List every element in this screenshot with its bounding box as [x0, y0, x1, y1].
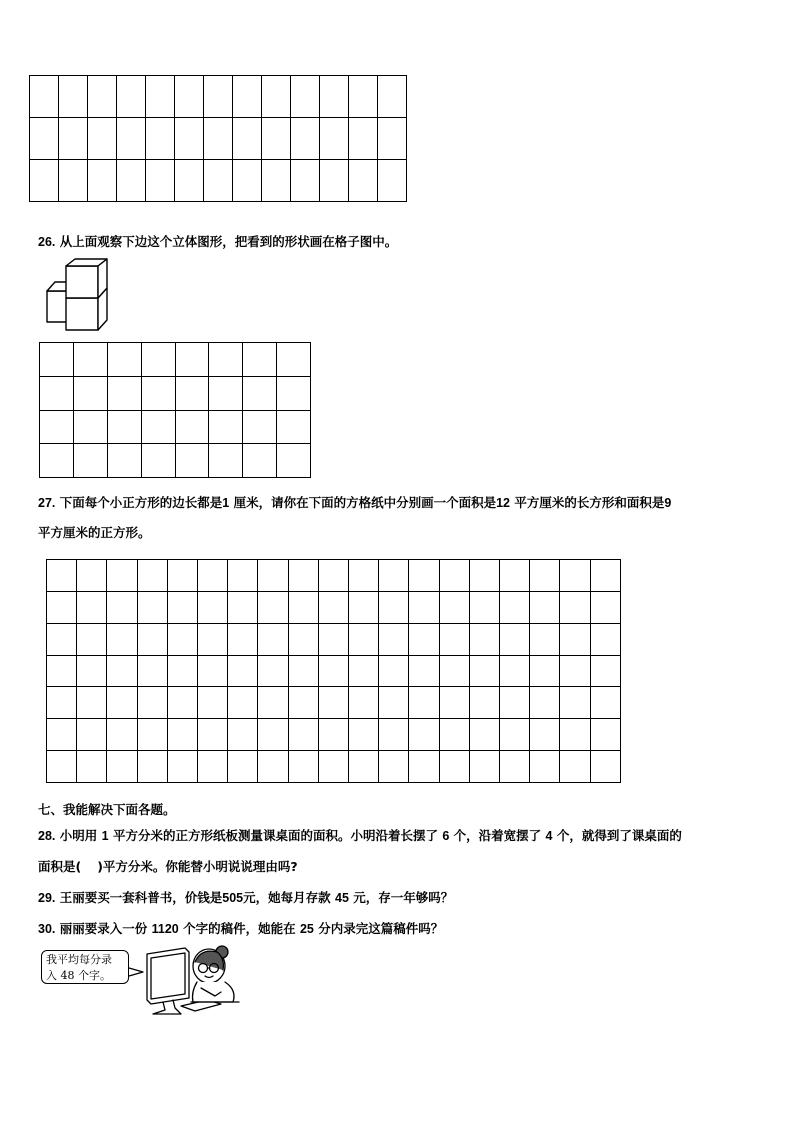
question-text: 从上面观察下边这个立体图形，把看到的形状画在格子图中。: [59, 234, 398, 249]
grid-cell[interactable]: [141, 444, 175, 478]
grid-cell[interactable]: [349, 76, 378, 118]
grid-cell[interactable]: [77, 687, 107, 719]
grid-cell[interactable]: [258, 751, 288, 783]
grid-cell[interactable]: [47, 719, 77, 751]
grid-row: [40, 343, 311, 377]
grid-cell[interactable]: [107, 444, 141, 478]
grid-cell[interactable]: [288, 623, 318, 655]
grid-cell[interactable]: [243, 444, 277, 478]
grid-cell[interactable]: [590, 751, 620, 783]
grid-cell[interactable]: [243, 343, 277, 377]
grid-cell[interactable]: [590, 591, 620, 623]
grid-cell[interactable]: [258, 623, 288, 655]
grid-cell[interactable]: [469, 751, 499, 783]
question-number: 28.: [38, 829, 56, 843]
value: 6: [442, 829, 450, 843]
grid-cell[interactable]: [209, 343, 243, 377]
grid-cell[interactable]: [198, 591, 228, 623]
grid-cell[interactable]: [233, 76, 262, 118]
grid-cell[interactable]: [530, 591, 560, 623]
grid-cell[interactable]: [378, 76, 407, 118]
cube-face: [66, 298, 98, 330]
grid-cell[interactable]: [262, 76, 291, 118]
grid-cell[interactable]: [167, 719, 197, 751]
grid-row: [40, 410, 311, 444]
grid-cell[interactable]: [175, 118, 204, 160]
grid-cell[interactable]: [500, 623, 530, 655]
grid-cell[interactable]: [590, 655, 620, 687]
grid-cell[interactable]: [228, 623, 258, 655]
grid-cell[interactable]: [409, 687, 439, 719]
grid-cell[interactable]: [560, 655, 590, 687]
grid-cell[interactable]: [59, 160, 88, 202]
question-27-line2: [38, 523, 151, 541]
grid-cell[interactable]: [30, 76, 59, 118]
grid-cell[interactable]: [349, 623, 379, 655]
grid-cell[interactable]: [500, 751, 530, 783]
grid-cell[interactable]: [288, 719, 318, 751]
grid-cell[interactable]: [233, 118, 262, 160]
grid-row: [30, 118, 407, 160]
grid-cell[interactable]: [137, 591, 167, 623]
grid-cell[interactable]: [243, 410, 277, 444]
grid-cell[interactable]: [439, 687, 469, 719]
grid-cell[interactable]: [349, 655, 379, 687]
grid-cell[interactable]: [47, 623, 77, 655]
question-28-line1: [38, 826, 682, 844]
grid-cell[interactable]: [530, 751, 560, 783]
grid-cell[interactable]: [228, 687, 258, 719]
grid-cell[interactable]: [141, 410, 175, 444]
grid-row: [47, 591, 621, 623]
grid-cell[interactable]: [228, 591, 258, 623]
grid-cell[interactable]: [288, 751, 318, 783]
grid-cell[interactable]: [349, 118, 378, 160]
grid-cell[interactable]: [439, 719, 469, 751]
grid-cell[interactable]: [320, 160, 349, 202]
grid-cell[interactable]: [409, 751, 439, 783]
grid-cell[interactable]: [77, 655, 107, 687]
grid-cell[interactable]: [107, 655, 137, 687]
grid-cell[interactable]: [378, 118, 407, 160]
grid-cell[interactable]: [204, 118, 233, 160]
grid-cell[interactable]: [349, 751, 379, 783]
grid-cell[interactable]: [560, 719, 590, 751]
grid-cell[interactable]: [277, 410, 311, 444]
grid-cell[interactable]: [77, 560, 107, 592]
grid-cell[interactable]: [88, 118, 117, 160]
grid-cell[interactable]: [146, 118, 175, 160]
grid-row: [40, 376, 311, 410]
grid-cell[interactable]: [59, 118, 88, 160]
girl-at-computer-icon: [125, 944, 241, 1018]
grid-cell[interactable]: [500, 719, 530, 751]
grid-cell[interactable]: [167, 560, 197, 592]
text-part: 厘米，请你在下面的方格纸中分别画一个面积是: [233, 495, 497, 510]
grid-cell[interactable]: [439, 623, 469, 655]
grid-cell[interactable]: [40, 410, 74, 444]
grid-cell[interactable]: [379, 687, 409, 719]
grid-cell[interactable]: [560, 687, 590, 719]
value-minutes: 25: [299, 922, 314, 936]
text-part: 平方厘米的长方形和面积是: [514, 495, 665, 510]
grid-cell[interactable]: [167, 687, 197, 719]
grid-cell[interactable]: [137, 623, 167, 655]
grid-cell[interactable]: [320, 118, 349, 160]
grid-row: [47, 751, 621, 783]
grid-cell[interactable]: [277, 376, 311, 410]
text-part: 面积是(: [38, 859, 82, 874]
grid-cell[interactable]: [47, 655, 77, 687]
grid-cell[interactable]: [167, 591, 197, 623]
grid-cell[interactable]: [175, 160, 204, 202]
grid-row: [47, 560, 621, 592]
grid-cell[interactable]: [349, 719, 379, 751]
grid-cell[interactable]: [530, 623, 560, 655]
grid-cell[interactable]: [530, 687, 560, 719]
value-side-length: 1: [222, 496, 230, 510]
grid-cell[interactable]: [73, 343, 107, 377]
grid-cell[interactable]: [288, 591, 318, 623]
grid-cell[interactable]: [88, 160, 117, 202]
grid-cell[interactable]: [228, 719, 258, 751]
grid-cell[interactable]: [530, 719, 560, 751]
grid-cell[interactable]: [500, 560, 530, 592]
grid-cell[interactable]: [560, 591, 590, 623]
grid-cell[interactable]: [30, 160, 59, 202]
grid-cell[interactable]: [439, 655, 469, 687]
bubble-text-line1: 我平均每分录: [46, 953, 112, 966]
grid-cell[interactable]: [318, 591, 348, 623]
grid-cell[interactable]: [137, 719, 167, 751]
grid-cell[interactable]: [107, 343, 141, 377]
grid-cell[interactable]: [469, 560, 499, 592]
grid-cell[interactable]: [258, 655, 288, 687]
question-number: 26.: [38, 235, 56, 249]
grid-cell[interactable]: [204, 160, 233, 202]
grid-cell[interactable]: [318, 719, 348, 751]
grid-cell[interactable]: [349, 687, 379, 719]
text-part: 个，沿着宽摆了: [453, 828, 542, 843]
grid-cell[interactable]: [107, 623, 137, 655]
grid-cell[interactable]: [228, 655, 258, 687]
text-part: 下面每个小正方形的边长都是: [59, 495, 223, 510]
grid-cell[interactable]: [141, 343, 175, 377]
grid-cell[interactable]: [590, 623, 620, 655]
grid-cell[interactable]: [88, 76, 117, 118]
text-part: 元，存一年够吗？: [353, 890, 454, 905]
grid-row: [47, 623, 621, 655]
cube-face: [66, 266, 98, 298]
grid-cell[interactable]: [137, 751, 167, 783]
text-part: 分内录完这篇稿件吗？: [318, 921, 444, 936]
grid-cell[interactable]: [590, 719, 620, 751]
grid-cell[interactable]: [469, 655, 499, 687]
grid-cell[interactable]: [469, 719, 499, 751]
grid-cell[interactable]: [40, 444, 74, 478]
grid-cell[interactable]: [379, 591, 409, 623]
grid-cell[interactable]: [258, 591, 288, 623]
grid-cell[interactable]: [107, 751, 137, 783]
grid-row: [47, 655, 621, 687]
value: 1: [101, 829, 109, 843]
grid-cell[interactable]: [117, 118, 146, 160]
value-rect-area: 12: [496, 496, 510, 510]
bubble-text-line2: 入 48 个字。: [46, 969, 111, 982]
grid-cell[interactable]: [198, 655, 228, 687]
grid-cell[interactable]: [288, 655, 318, 687]
grid-cell[interactable]: [40, 343, 74, 377]
question-number: 29.: [38, 891, 56, 905]
grid-cell[interactable]: [349, 560, 379, 592]
grid-cell[interactable]: [228, 751, 258, 783]
grid-cell[interactable]: [209, 444, 243, 478]
speech-bubble: [41, 950, 129, 984]
grid-cell[interactable]: [262, 160, 291, 202]
grid-cell[interactable]: [198, 751, 228, 783]
grid-cell[interactable]: [137, 687, 167, 719]
grid-cell[interactable]: [107, 719, 137, 751]
grid-cell[interactable]: [530, 560, 560, 592]
text-part: 丽丽要录入一份: [59, 921, 148, 936]
grid-cell[interactable]: [318, 623, 348, 655]
grid-cell[interactable]: [590, 687, 620, 719]
value-square-area: 9: [664, 496, 672, 510]
grid-cell[interactable]: [40, 376, 74, 410]
grid-cell[interactable]: [175, 76, 204, 118]
grid-cell[interactable]: [209, 410, 243, 444]
grid-cell[interactable]: [318, 687, 348, 719]
question-number: 30.: [38, 922, 56, 936]
grid-row: [30, 160, 407, 202]
grid-cell[interactable]: [73, 376, 107, 410]
grid-cell[interactable]: [77, 719, 107, 751]
grid-cell[interactable]: [379, 623, 409, 655]
question-28-line2: [38, 857, 298, 875]
grid-cell[interactable]: [262, 118, 291, 160]
grid-cell[interactable]: [530, 655, 560, 687]
grid-cell[interactable]: [47, 591, 77, 623]
grid-cell[interactable]: [137, 560, 167, 592]
section-7-title: 七、我能解决下面各题。: [38, 802, 176, 817]
question-29: [38, 888, 453, 906]
grid-cell[interactable]: [77, 623, 107, 655]
question-26: [38, 232, 397, 250]
grid-cell[interactable]: [500, 591, 530, 623]
grid-cell[interactable]: [409, 591, 439, 623]
grid-cell[interactable]: [439, 591, 469, 623]
grid-row: [30, 76, 407, 118]
question-27-line1: [38, 493, 671, 511]
grid-cell[interactable]: [379, 751, 409, 783]
value-monthly: 45: [335, 891, 349, 905]
grid-cell[interactable]: [167, 751, 197, 783]
grid-cell[interactable]: [378, 160, 407, 202]
grid-cell[interactable]: [73, 444, 107, 478]
grid-row: [47, 687, 621, 719]
grid-cell[interactable]: [439, 751, 469, 783]
grid-cell[interactable]: [318, 560, 348, 592]
grid-cell[interactable]: [175, 444, 209, 478]
grid-cell[interactable]: [379, 655, 409, 687]
grid-cell[interactable]: [47, 560, 77, 592]
value-chars: 1120: [151, 922, 179, 936]
grid-cell[interactable]: [500, 655, 530, 687]
grid-cell[interactable]: [409, 719, 439, 751]
grid-cell[interactable]: [198, 719, 228, 751]
grid-cell[interactable]: [500, 687, 530, 719]
grid-cell[interactable]: [349, 591, 379, 623]
grid-cell[interactable]: [30, 118, 59, 160]
grid-cell[interactable]: [349, 160, 378, 202]
grid-cell[interactable]: [409, 560, 439, 592]
grid-cell[interactable]: [318, 751, 348, 783]
grid-cell[interactable]: [77, 591, 107, 623]
grid-row: [47, 719, 621, 751]
grid-cell[interactable]: [47, 751, 77, 783]
text-part: 小明用: [59, 828, 98, 843]
grid-cell[interactable]: [77, 751, 107, 783]
grid-cell[interactable]: [258, 687, 288, 719]
value-price: 505: [222, 891, 244, 905]
grid-cell[interactable]: [107, 560, 137, 592]
grid-cell[interactable]: [47, 687, 77, 719]
grid-cell[interactable]: [167, 623, 197, 655]
grid-cell[interactable]: [560, 560, 590, 592]
grid-cell[interactable]: [439, 560, 469, 592]
grid-cell[interactable]: [167, 655, 197, 687]
grid-cell[interactable]: [141, 376, 175, 410]
grid-cell[interactable]: [469, 687, 499, 719]
grid-cell[interactable]: [198, 560, 228, 592]
drawing-grid-top[interactable]: [29, 75, 407, 202]
grid-cell[interactable]: [73, 410, 107, 444]
grid-cell[interactable]: [258, 560, 288, 592]
drawing-grid-q27[interactable]: [46, 559, 621, 783]
question-number: 27.: [38, 496, 56, 510]
grid-cell[interactable]: [291, 160, 320, 202]
grid-cell[interactable]: [320, 76, 349, 118]
grid-cell[interactable]: [233, 160, 262, 202]
grid-cell[interactable]: [277, 444, 311, 478]
grid-cell[interactable]: [59, 76, 88, 118]
grid-cell[interactable]: [209, 376, 243, 410]
text-part: 元，她每月存款: [243, 890, 331, 905]
drawing-grid-q26[interactable]: [39, 342, 311, 478]
grid-cell[interactable]: [291, 118, 320, 160]
grid-cell[interactable]: [198, 623, 228, 655]
grid-cell[interactable]: [560, 623, 590, 655]
text-part: )平方分米。你能替小明说说理由吗?: [97, 859, 298, 874]
grid-cell[interactable]: [469, 591, 499, 623]
grid-cell[interactable]: [277, 343, 311, 377]
grid-cell[interactable]: [107, 410, 141, 444]
grid-cell[interactable]: [469, 623, 499, 655]
cube-stack-icon: [45, 258, 120, 334]
grid-cell[interactable]: [258, 719, 288, 751]
grid-cell[interactable]: [560, 751, 590, 783]
text-part: 个字的稿件，她能在: [183, 921, 296, 936]
grid-row: [40, 444, 311, 478]
grid-cell[interactable]: [198, 687, 228, 719]
grid-cell[interactable]: [409, 623, 439, 655]
grid-cell[interactable]: [107, 376, 141, 410]
grid-cell[interactable]: [291, 76, 320, 118]
grid-cell[interactable]: [204, 76, 233, 118]
grid-cell[interactable]: [175, 410, 209, 444]
value: 4: [545, 829, 553, 843]
grid-cell[interactable]: [107, 591, 137, 623]
grid-cell[interactable]: [175, 343, 209, 377]
question-30: [38, 919, 443, 937]
grid-cell[interactable]: [243, 376, 277, 410]
grid-cell[interactable]: [146, 160, 175, 202]
text-part: 平方厘米的正方形。: [38, 525, 151, 540]
grid-cell[interactable]: [379, 560, 409, 592]
grid-cell[interactable]: [288, 560, 318, 592]
grid-cell[interactable]: [146, 76, 175, 118]
grid-cell[interactable]: [590, 560, 620, 592]
text-part: 王丽要买一套科普书，价钱是: [59, 890, 223, 905]
grid-cell[interactable]: [318, 655, 348, 687]
text-part: 平方分米的正方形纸板测量课桌面的面积。小明沿着长摆了: [112, 828, 438, 843]
grid-cell[interactable]: [228, 560, 258, 592]
grid-cell[interactable]: [288, 687, 318, 719]
grid-cell[interactable]: [379, 719, 409, 751]
grid-cell[interactable]: [107, 687, 137, 719]
grid-cell[interactable]: [409, 655, 439, 687]
text-part: 个，就得到了课桌面的: [556, 828, 682, 843]
grid-cell[interactable]: [117, 76, 146, 118]
grid-cell[interactable]: [175, 376, 209, 410]
grid-cell[interactable]: [117, 160, 146, 202]
grid-cell[interactable]: [137, 655, 167, 687]
